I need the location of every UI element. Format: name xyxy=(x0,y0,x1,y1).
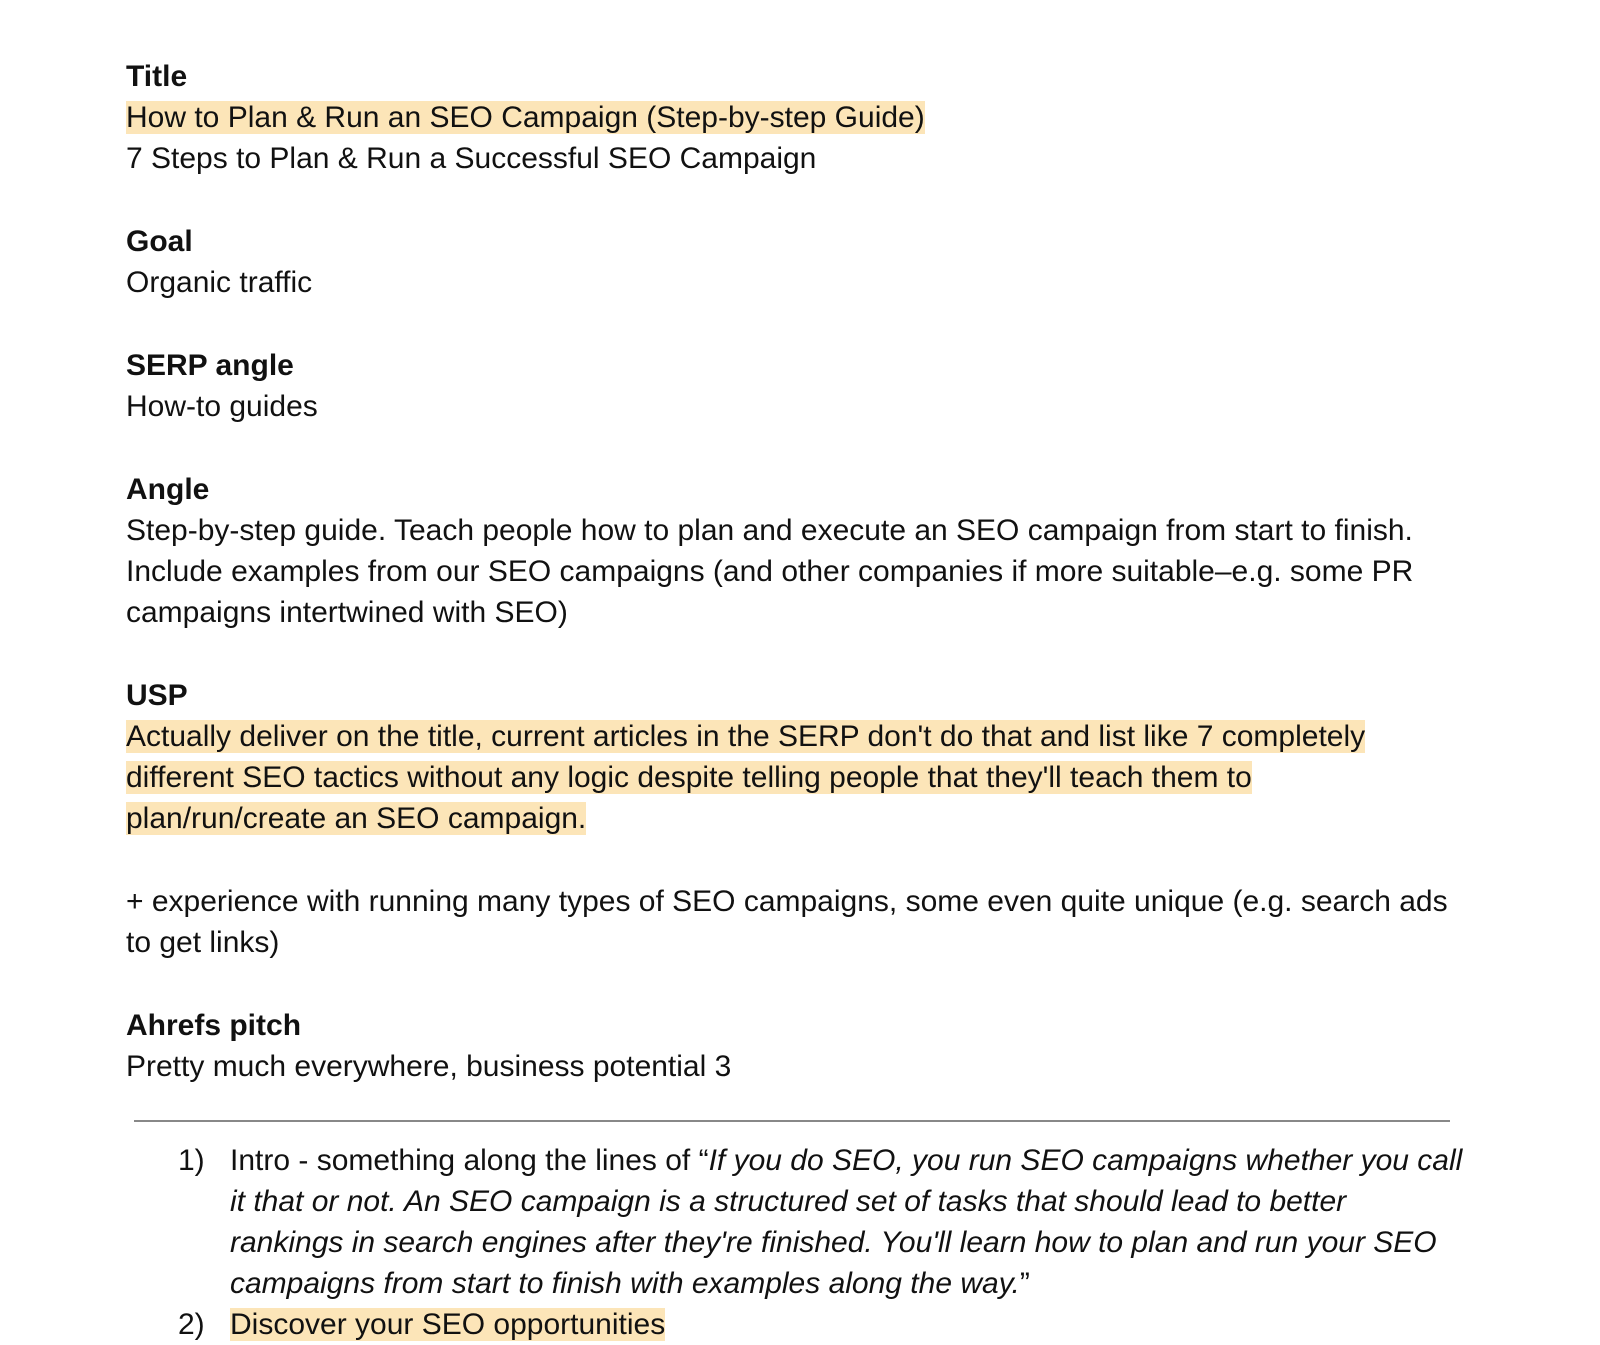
ahrefs-pitch-value: Pretty much everywhere, business potential 3 xyxy=(126,1050,732,1083)
angle-label: Angle xyxy=(126,473,210,506)
outline-item-number: 2) xyxy=(178,1308,205,1341)
serp-angle-label: SERP angle xyxy=(126,349,294,382)
outline-item-number: 1) xyxy=(178,1144,205,1177)
title-alternate: 7 Steps to Plan & Run a Successful SEO Campaign xyxy=(126,142,817,175)
usp-label: USP xyxy=(126,679,188,712)
usp-value: Actually deliver on the title, current articles in the SERP don't do that and list like 7 completely different SEO tactics without any logic despite telling people that they'll teach them to plan/run/create an SEO campaign. xyxy=(126,720,1366,835)
outline-item-prefix: Intro - something along the lines of “ xyxy=(230,1144,709,1177)
horizontal-divider xyxy=(134,1120,1450,1122)
outline-item xyxy=(176,1140,1466,1304)
document-body xyxy=(126,56,1466,1087)
outline-item-quote: If you do SEO, you run SEO campaigns whether you call it that or not. An SEO campaign is a structured set of tasks that should lead to better rankings in search engines after they're finished. You'll learn how to plan and run your SEO campaigns from start to finish with examples along the way. xyxy=(230,1144,1463,1300)
serp-angle-value: How-to guides xyxy=(126,390,318,423)
title-primary: How to Plan & Run an SEO Campaign (Step-by-step Guide) xyxy=(126,101,925,134)
goal-value: Organic traffic xyxy=(126,266,313,299)
ahrefs-pitch-label: Ahrefs pitch xyxy=(126,1009,302,1042)
outline-item-text: Discover your SEO opportunities xyxy=(230,1308,666,1341)
angle-value: Step-by-step guide. Teach people how to plan and execute an SEO campaign from start to finish. Include examples from our SEO campaigns (and other companies if more suitable–e.g. some PR campaigns intertwined with SEO) xyxy=(126,514,1414,629)
outline-list xyxy=(176,1140,1466,1345)
usp-extra: + experience with running many types of SEO campaigns, some even quite unique (e.g. search ads to get links) xyxy=(126,885,1448,959)
outline-item-suffix: ” xyxy=(1019,1267,1030,1300)
goal-label: Goal xyxy=(126,225,193,258)
title-label: Title xyxy=(126,60,188,93)
